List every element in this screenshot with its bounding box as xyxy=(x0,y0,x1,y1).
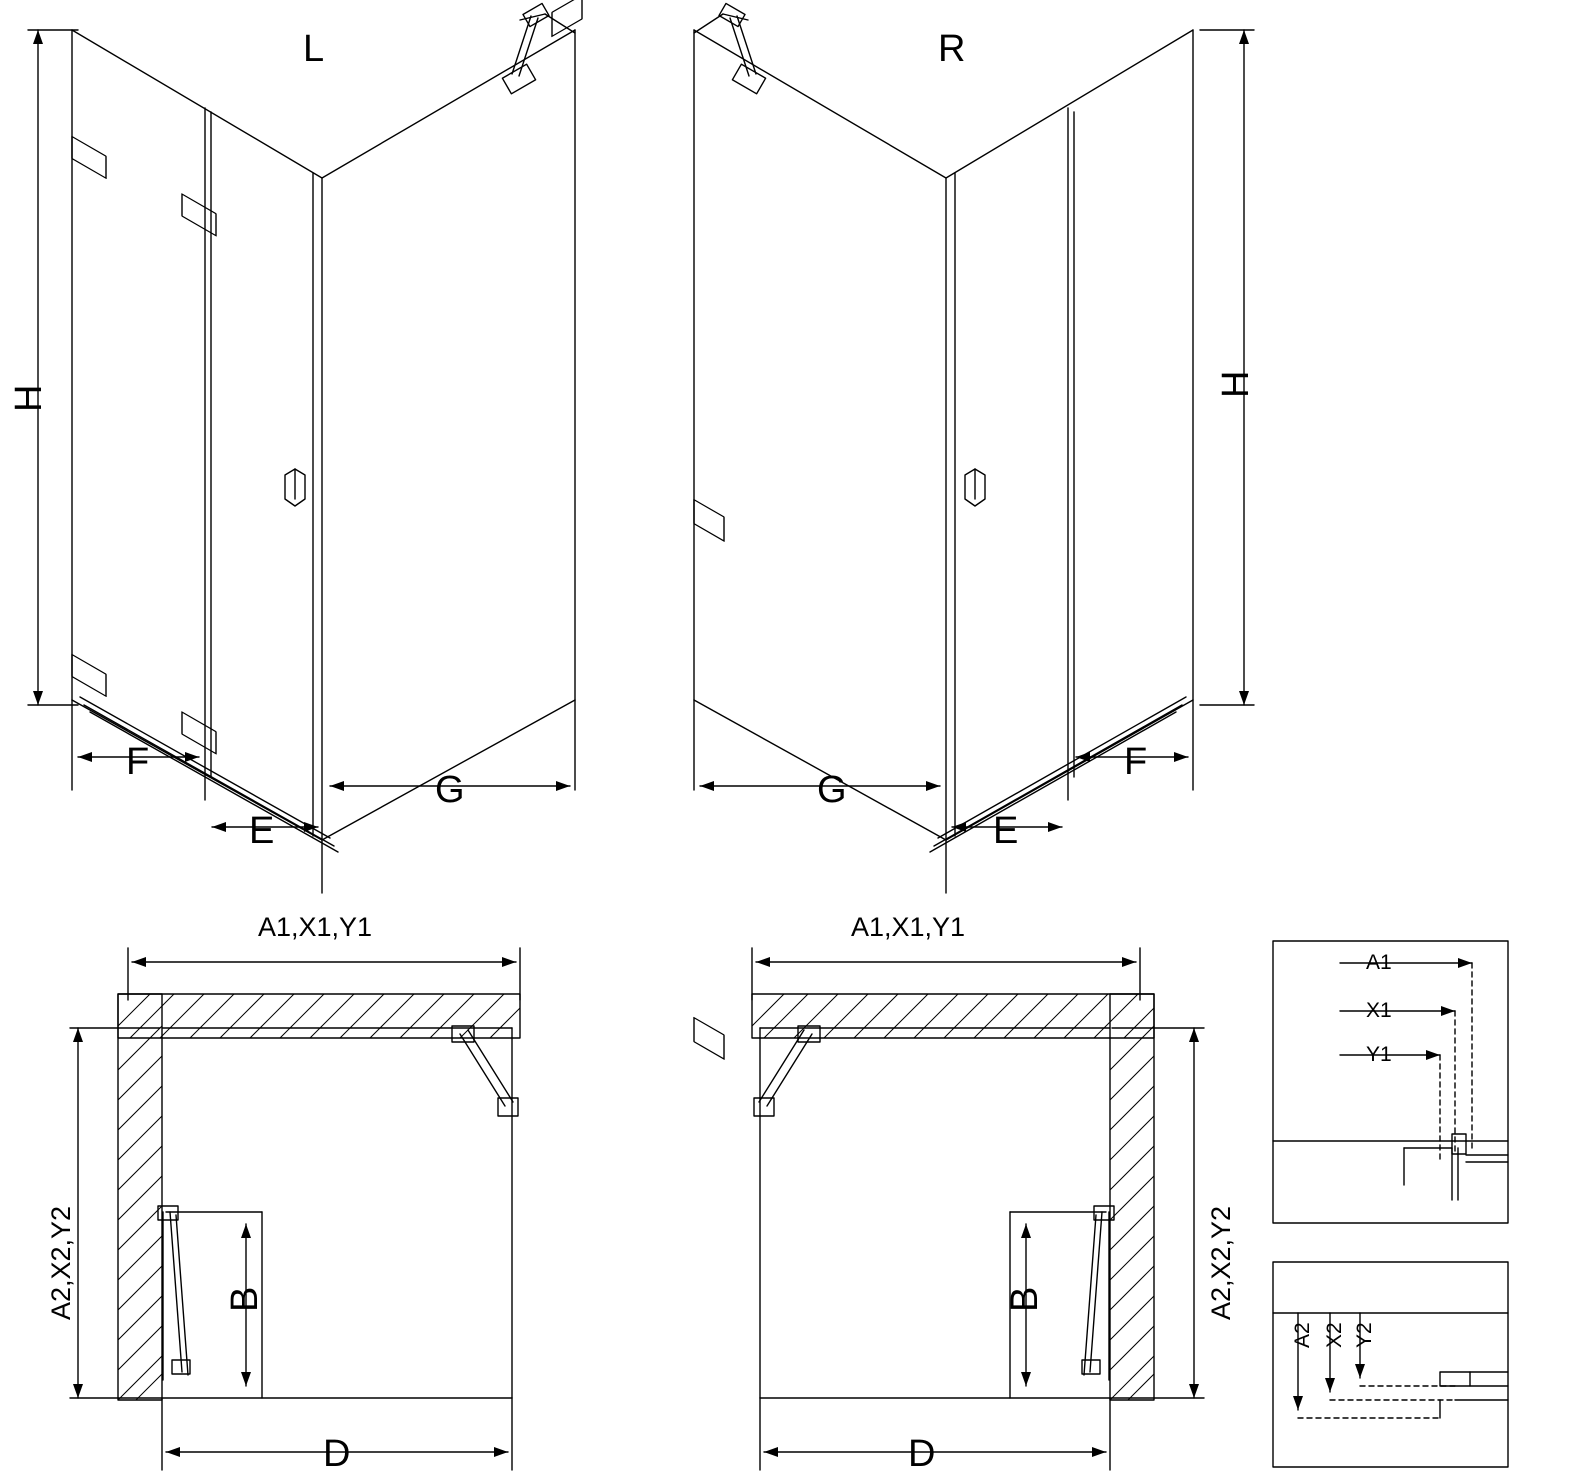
iso-right-variant-label: R xyxy=(938,28,966,70)
iso-right-dim-g: G xyxy=(817,769,847,811)
detail-bottom-row-a2: A2 xyxy=(1291,1322,1314,1348)
iso-right-dim-f: F xyxy=(1124,741,1148,783)
detail-top-row-a1: A1 xyxy=(1366,951,1392,974)
iso-right-height-label: H xyxy=(1215,370,1257,398)
detail-top-row-x1: X1 xyxy=(1366,999,1392,1022)
iso-left-dim-g: G xyxy=(435,769,465,811)
plan-right-top-dim-label: A1,X1,Y1 xyxy=(851,912,966,942)
plan-right-side-dim-label: A2,X2,Y2 xyxy=(1206,1205,1236,1320)
iso-left-dim-f: F xyxy=(126,741,150,783)
iso-left-variant-label: L xyxy=(303,28,325,70)
plan-right-dim-b: B xyxy=(1004,1286,1046,1312)
plan-left-side-dim-label: A2,X2,Y2 xyxy=(46,1205,76,1320)
iso-right-dim-e: E xyxy=(993,810,1019,852)
plan-left-dim-b: B xyxy=(224,1286,266,1312)
detail-top-row-y1: Y1 xyxy=(1366,1043,1392,1066)
detail-bottom-row-x2: X2 xyxy=(1323,1322,1346,1348)
plan-left-top-dim-label: A1,X1,Y1 xyxy=(258,912,373,942)
iso-left-height-label: H xyxy=(8,384,50,412)
plan-right-dim-d: D xyxy=(908,1433,936,1475)
iso-left-dim-e: E xyxy=(249,810,275,852)
detail-bottom-row-y2: Y2 xyxy=(1353,1322,1376,1348)
plan-left-dim-d: D xyxy=(323,1433,351,1475)
